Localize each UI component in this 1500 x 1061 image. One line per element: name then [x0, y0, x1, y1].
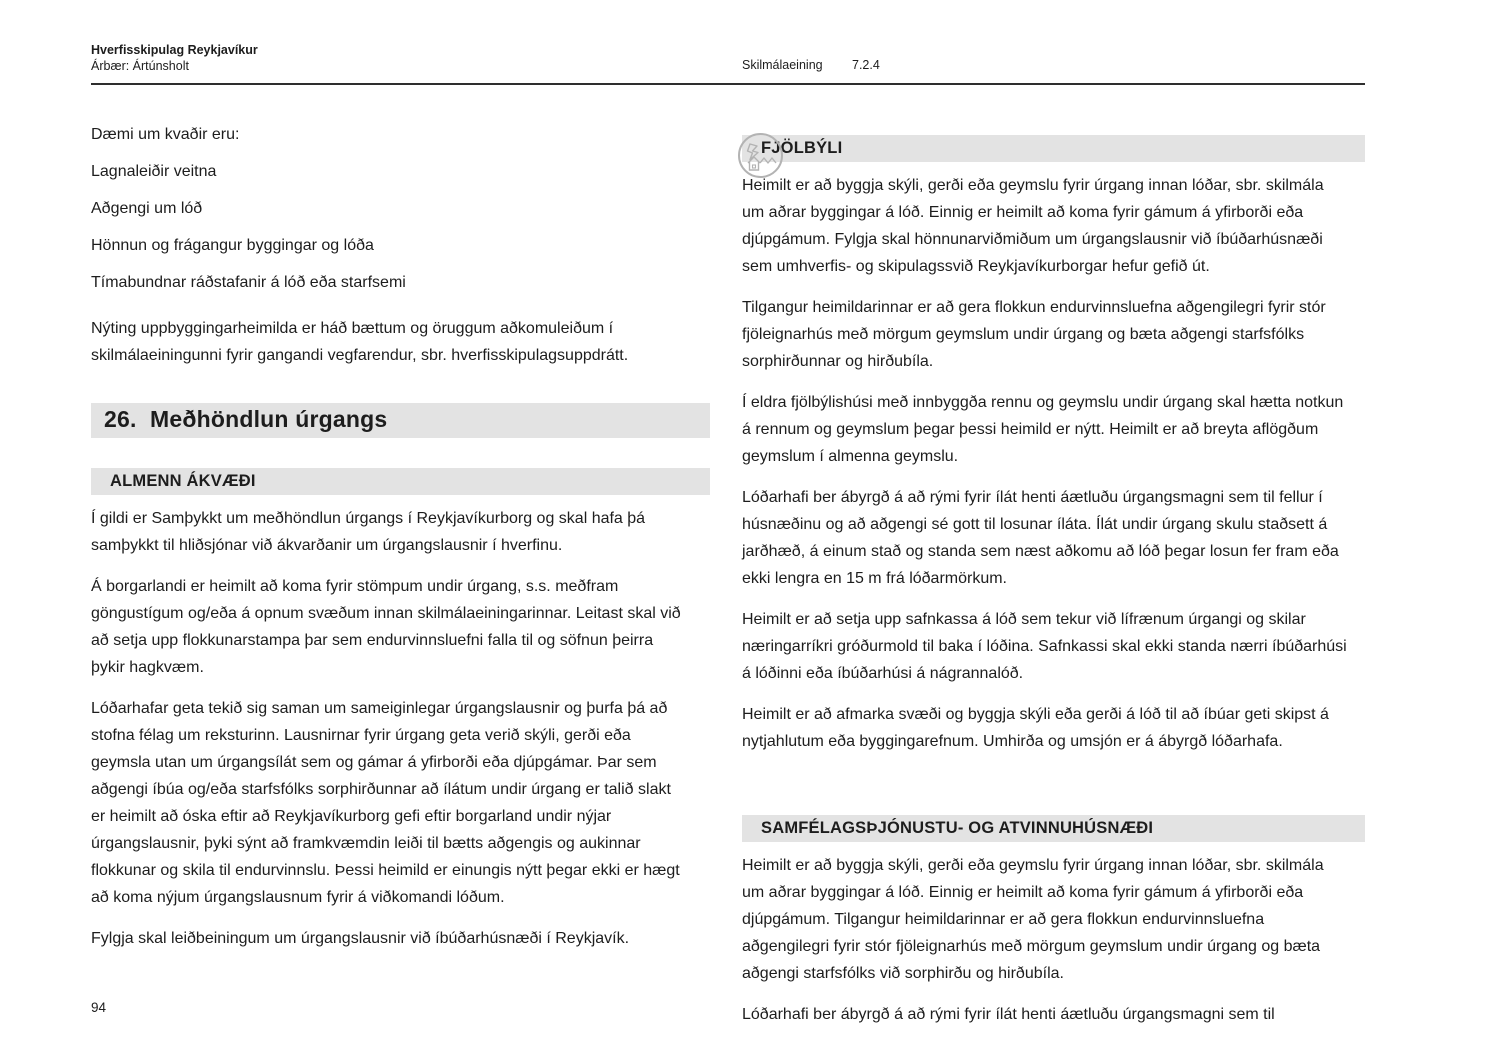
- intro-note: Nýting uppbyggingarheimilda er háð bættum og öruggum aðkomuleiðum í skilmálaeiningunni fyrir gangandi vegfarendur, sbr. hverfisskipulagsuppdrátt.: [91, 320, 629, 364]
- right-column: [742, 135, 1365, 1042]
- document-id-block: [91, 42, 258, 74]
- page-number: 94: [91, 1000, 107, 1015]
- subsection-heading-fjolbyli: [742, 135, 1365, 162]
- paragraph: Tilgangur heimildarinnar er að gera flokkun endurvinnsluefna aðgengilegri fyrir stór fjöleignarhús með mörgum geymslum undir úrgang og bæta aðgengi starfsfólks sorphirðunnar og hirðubíla.: [742, 299, 1326, 370]
- meta-label: Skilmálaeining: [742, 58, 823, 72]
- list-item: Lagnaleiðir veitna: [91, 163, 217, 180]
- subsection-heading-samfelagsthjonustu: SAMFÉLAGSÞJÓNUSTU- OG ATVINNUHÚSNÆÐI: [742, 815, 1365, 842]
- document-title: Hverfisskipulag Reykjavíkur: [91, 43, 258, 57]
- section-title: Meðhöndlun úrgangs: [150, 406, 388, 432]
- paragraph: Lóðarhafar geta tekið sig saman um sameiginlegar úrgangslausnir og þurfa þá að stofna félag um reksturinn. Lausnirnar fyrir úrgang geta verið skýli, gerði eða geymsla utan um úrgangsílát sem og gámar á yfirborði eða djúpgámar. Þar sem aðgengi íbúa og/eða starfsfólks sorphirðunnar að ílátum undir úrgang er talið slakt er heimilt að óska eftir að Reykjavíkurborg gefi eftir borgarland undir nýjar úrgangslausnir, þyki sýnt að framkvæmdin leiði til bætts aðgengis og aukinnar flokkunar og skila til endurvinnslu. Þessi heimild er einungis nýtt þegar ekki er hægt að koma nýjum úrgangslausnum fyrir á viðkomandi lóðum.: [91, 700, 680, 906]
- paragraph: Í gildi er Samþykkt um meðhöndlun úrgangs í Reykjavíkurborg og skal hafa þá samþykkt til hliðsjónar við ákvarðanir um úrgangslausnir í hverfinu.: [91, 510, 646, 554]
- section-number: 26.: [104, 406, 137, 432]
- document-subtitle: Árbær: Ártúnsholt: [91, 59, 189, 73]
- left-column: [91, 123, 710, 1042]
- list-item: Hönnun og frágangur byggingar og lóða: [91, 237, 374, 254]
- paragraph: Heimilt er að setja upp safnkassa á lóð sem tekur við lífrænum úrgangi og skilar næringarríkri gróðurmold til baka í lóðina. Safnkassi skal ekki standa nærri íbúðarhúsi á lóðinni eða íbúðarhúsi á nágrannalóð.: [742, 611, 1347, 682]
- list-item: Aðgengi um lóð: [91, 200, 203, 217]
- intro-title: Dæmi um kvaðir eru:: [91, 126, 240, 143]
- paragraph: Lóðarhafi ber ábyrgð á að rými fyrir ílát henti áætluðu úrgangsmagni sem til fellur í húsnæðinu og að aðgengi sé gott til losunar íláta. Ílát undir úrgang skulu staðsett á jarðhæð, á einum stað og standa sem næst aðkomu að lóð þegar losun fer fram eða ekki lengra en 15 m frá lóðarmörkum.: [742, 489, 1339, 587]
- two-column-body: [91, 85, 1365, 1042]
- paragraph: Lóðarhafi ber ábyrgð á að rými fyrir ílát henti áætluðu úrgangsmagni sem til: [742, 1006, 1275, 1023]
- meta-value: 7.2.4: [852, 58, 880, 72]
- paragraph: Fylgja skal leiðbeiningum um úrgangslausnir við íbúðarhúsnæði í Reykjavík.: [91, 930, 630, 947]
- paragraph: Heimilt er að afmarka svæði og byggja skýli eða gerði á lóð til að íbúar geti skipst á nytjahlutum eða byggingarefnum. Umhirða og umsjón er á ábyrgð lóðarhafa.: [742, 706, 1329, 750]
- subsection-title: FJÖLBÝLI: [761, 139, 843, 157]
- paragraph: Í eldra fjölbýlishúsi með innbyggða rennu og geymslu undir úrgang skal hætta notkun á rennum og geymslum þegar þessi heimild er nýtt. Heimilt er að breyta aflögðum geymslum í almenna geymslu.: [742, 394, 1344, 465]
- spacer: [742, 769, 1365, 785]
- paragraph: Heimilt er að byggja skýli, gerði eða geymslu fyrir úrgang innan lóðar, sbr. skilmála um aðrar byggingar á lóð. Einnig er heimilt að koma fyrir gámum á yfirborði eða djúpgámum. Fylgja skal hönnunarviðmiðum um úrgangslausnir við íbúðarhúsnæði sem umhverfis- og skipulagssvið Reykjavíkurborgar hefur gefið út.: [742, 177, 1324, 275]
- page-header: [91, 42, 1365, 74]
- subsection-heading-almenn-akvaedi: ALMENN ÁKVÆÐI: [91, 468, 710, 495]
- paragraph: Á borgarlandi er heimilt að koma fyrir stömpum undir úrgang, s.s. meðfram göngustígum og/eða á opnum svæðum innan skilmálaeiningarinnar. Leitast skal við að setja upp flokkunarstampa þar sem endurvinnsluefni falla til og söfnun þeirra þykir hagkvæm.: [91, 578, 681, 676]
- list-item: Tímabundnar ráðstafanir á lóð eða starfsemi: [91, 274, 406, 291]
- section-heading: [91, 403, 710, 438]
- header-meta: [742, 42, 1365, 73]
- paragraph: Heimilt er að byggja skýli, gerði eða geymslu fyrir úrgang innan lóðar, sbr. skilmála um aðrar byggingar á lóð. Einnig er heimilt að koma fyrir gámum á yfirborði eða djúpgámum. Tilgangur heimildarinnar er að gera flokkun endurvinnsluefna aðgengilegri fyrir stór fjöleignarhús með mörgum geymslum undir úrgang og bæta aðgengi starfsfólks við sorphirðu og hirðubíla.: [742, 857, 1324, 982]
